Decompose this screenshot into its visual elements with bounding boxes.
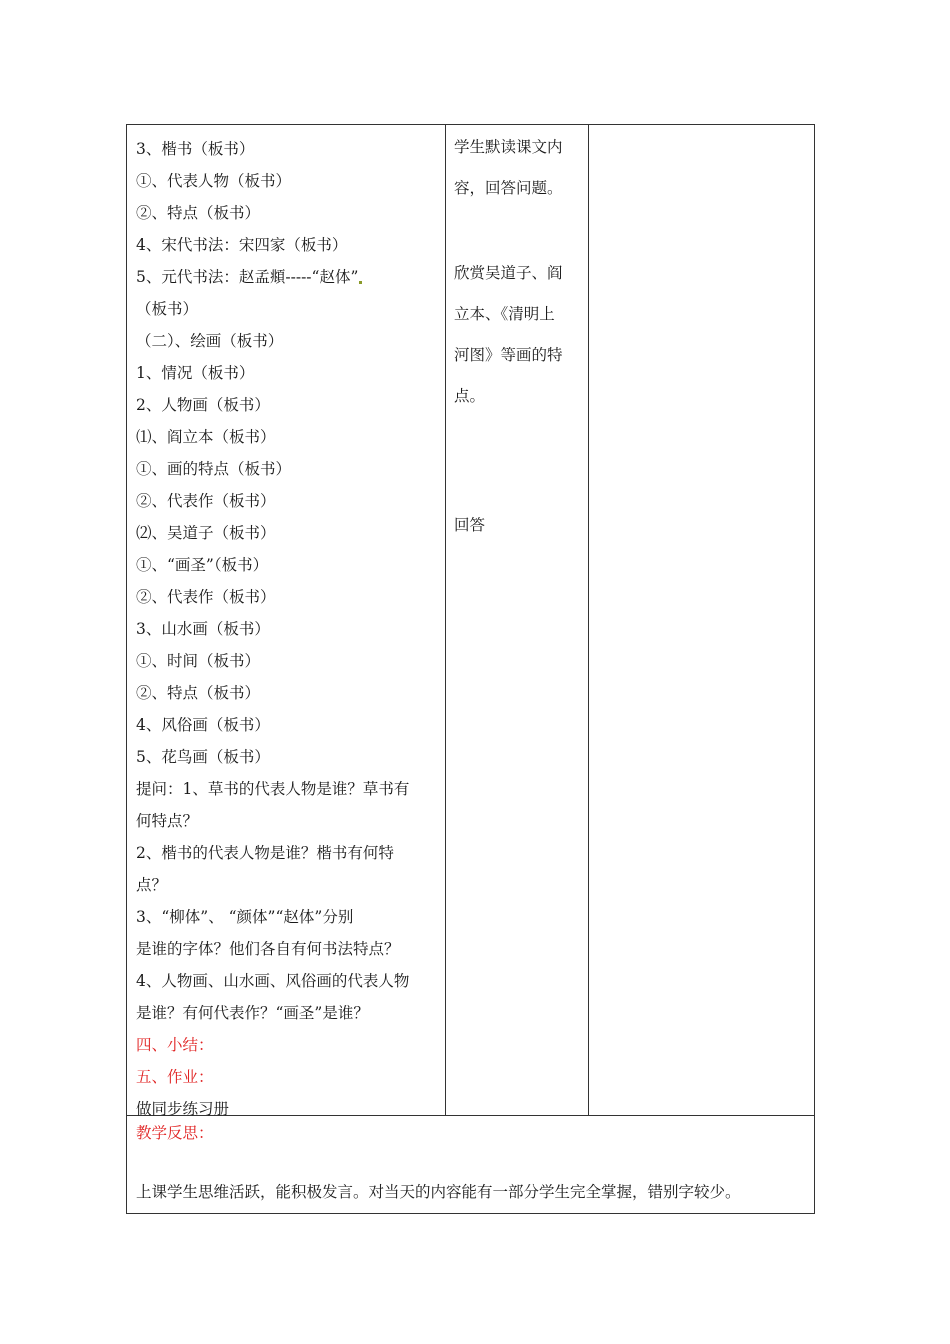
- teaching-content-column: [136, 135, 441, 1127]
- question-line: 4、人物画、山水画、风俗画的代表人物: [136, 972, 410, 990]
- reflection-section: [136, 1121, 805, 1204]
- content-line: ①、“画圣”（板书）: [136, 556, 269, 574]
- content-line: ⑴、阎立本（板书）: [136, 428, 276, 446]
- question-line: 提问：1、草书的代表人物是谁？草书有: [136, 780, 410, 798]
- question-line: 点？: [136, 876, 168, 894]
- activity-line: 欣赏吴道子、阎: [454, 264, 563, 282]
- question-line: 是谁？有何代表作？“画圣”是谁？: [136, 1004, 369, 1022]
- homework-text: 做同步练习册: [136, 1100, 230, 1118]
- homework-heading: 五、作业：: [136, 1068, 214, 1086]
- content-line: 3、楷书（板书）: [136, 140, 255, 158]
- reflection-title: 教学反思：: [136, 1124, 214, 1142]
- content-line: ①、代表人物（板书）: [136, 172, 292, 190]
- content-text: 5、元代书法：赵孟頫-----“赵体”: [136, 268, 359, 286]
- question-line: 何特点？: [136, 812, 199, 830]
- content-line: ②、特点（板书）: [136, 684, 261, 702]
- activity-line: 河图》等画的特: [454, 346, 563, 364]
- content-line: ②、代表作（板书）: [136, 492, 276, 510]
- content-line: ②、特点（板书）: [136, 204, 261, 222]
- summary-heading: 四、小结：: [136, 1036, 214, 1054]
- question-line: 是谁的字体？他们各自有何书法特点？: [136, 940, 400, 958]
- content-line: ⑵、吴道子（板书）: [136, 524, 276, 542]
- content-line: （二）、绘画（板书）: [136, 332, 284, 350]
- content-line-yuan: [136, 263, 441, 295]
- activity-line: 回答: [454, 516, 486, 534]
- content-line: ①、画的特点（板书）: [136, 460, 292, 478]
- content-line: ②、代表作（板书）: [136, 588, 276, 606]
- content-line: 2、人物画（板书）: [136, 396, 270, 414]
- question-line: 3、“柳体”、 “颜体”“赵体”分别: [136, 908, 354, 926]
- activity-line: 学生默读课文内: [454, 138, 563, 156]
- activity-para-1: [454, 127, 586, 209]
- column-divider-1: [445, 125, 446, 1115]
- student-activity-column: [454, 127, 586, 546]
- ink-dot: [359, 281, 362, 284]
- content-line: 3、山水画（板书）: [136, 620, 270, 638]
- reflection-body: 上课学生思维活跃，能积极发言。对当天的内容能有一部分学生完全掌握，错别字较少。: [136, 1183, 741, 1201]
- content-line: 4、宋代书法：宋四家（板书）: [136, 236, 348, 254]
- content-line: 1、情况（板书）: [136, 364, 255, 382]
- content-line: ①、时间（板书）: [136, 652, 261, 670]
- activity-para-2: [454, 253, 586, 417]
- activity-line: 容，回答问题。: [454, 179, 563, 197]
- content-line: 4、风俗画（板书）: [136, 716, 270, 734]
- content-line: （板书）: [136, 300, 199, 318]
- activity-line: 立本、《清明上: [454, 305, 555, 323]
- activity-line: 点。: [454, 387, 486, 405]
- content-line: 5、花鸟画（板书）: [136, 748, 270, 766]
- lesson-plan-table: [126, 124, 815, 1214]
- question-line: 2、楷书的代表人物是谁？楷书有何特: [136, 844, 394, 862]
- activity-para-3: [454, 505, 586, 546]
- column-divider-2: [588, 125, 589, 1115]
